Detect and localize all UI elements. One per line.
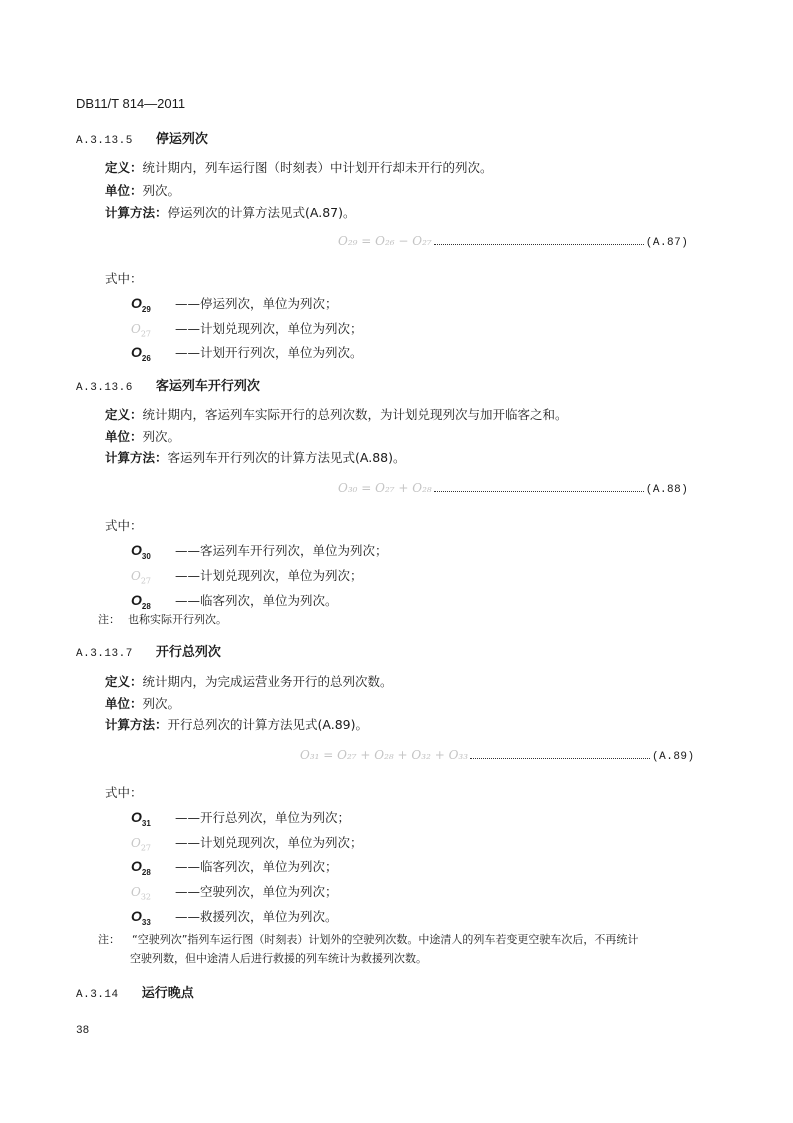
calculation-method: 计算方法：开行总列次的计算方法见式(A.89)。 [105, 717, 368, 732]
unit: 单位：列次。 [105, 696, 181, 711]
section-number: A.3.14 [76, 989, 119, 1001]
document-code: DB11/T 814—2011 [76, 96, 186, 111]
section-heading [76, 982, 194, 1001]
formula: O₂₉ = O₂₆ − O₂₇ [338, 234, 432, 248]
variable-definition: $O_{28}$ ——临客列次，单位为列次。 [131, 592, 338, 611]
section-title: 停运列次 [155, 132, 208, 147]
note: 注： 也称实际开行列次。 [98, 613, 227, 626]
note: 注： “空驶列次”指列车运行图（时刻表）计划外的空驶列次数。中途清人的列车若变更空驶车次后，不再统计 [98, 933, 639, 946]
variable-definition: $O_{27}$ ——计划兑现列次，单位为列次； [131, 321, 363, 339]
section-heading [76, 641, 221, 660]
variable-definition: $O_{33}$ ——救援列次，单位为列次。 [131, 908, 338, 927]
section-heading [76, 375, 260, 394]
section-number: A.3.13.5 [76, 135, 133, 147]
variable-definition: $O_{32}$ ——空驶列次，单位为列次； [131, 884, 338, 902]
equation-number: (A.88) [645, 484, 689, 496]
definition: 定义：统计期内，客运列车实际开行的总列次数，为计划兑现列次与加开临客之和。 [105, 407, 568, 422]
equation-line [338, 481, 688, 496]
definition: 定义：统计期内，列车运行图（时刻表）中计划开行却未开行的列次。 [105, 160, 493, 175]
variable-definition: $O_{28}$ ——临客列次，单位为列次； [131, 858, 338, 877]
note-continuation: 空驶列数，但中途清人后进行救援的列车统计为救援列次数。 [130, 952, 427, 965]
calculation-method: 计算方法：停运列次的计算方法见式(A.87)。 [105, 205, 356, 220]
formula: O₃₁ = O₂₇ + O₂₈ + O₃₂ + O₃₃ [300, 748, 469, 762]
variable-definition: $O_{27}$ ——计划兑现列次，单位为列次； [131, 835, 363, 853]
section-title: 客运列车开行列次 [155, 379, 260, 394]
unit: 单位：列次。 [105, 429, 181, 444]
equation-number: (A.87) [645, 237, 689, 249]
where-label: 式中： [105, 785, 143, 800]
unit: 单位：列次。 [105, 183, 181, 198]
where-label: 式中： [105, 271, 143, 286]
section-title: 开行总列次 [155, 645, 221, 660]
variable-definition: $O_{30}$ ——客运列车开行列次，单位为列次； [131, 542, 388, 561]
equation-line [300, 748, 695, 763]
where-label: 式中： [105, 518, 143, 533]
formula: O₃₀ = O₂₇ + O₂₈ [338, 481, 432, 495]
calculation-method: 计算方法：客运列车开行列次的计算方法见式(A.88)。 [105, 450, 406, 465]
section-title: 运行晚点 [141, 986, 194, 1001]
section-heading [76, 128, 208, 147]
variable-definition: $O_{27}$ ——计划兑现列次，单位为列次； [131, 568, 363, 586]
equation-line [338, 234, 688, 249]
variable-definition: $O_{26}$ ——计划开行列次，单位为列次。 [131, 344, 363, 363]
variable-definition: $O_{31}$ ——开行总列次，单位为列次； [131, 809, 351, 828]
variable-definition: $O_{29}$ ——停运列次，单位为列次； [131, 295, 338, 314]
definition: 定义：统计期内，为完成运营业务开行的总列次数。 [105, 674, 393, 689]
section-number: A.3.13.6 [76, 382, 133, 394]
equation-number: (A.89) [652, 751, 695, 763]
section-number: A.3.13.7 [76, 648, 133, 660]
page-number: 38 [76, 1025, 90, 1037]
